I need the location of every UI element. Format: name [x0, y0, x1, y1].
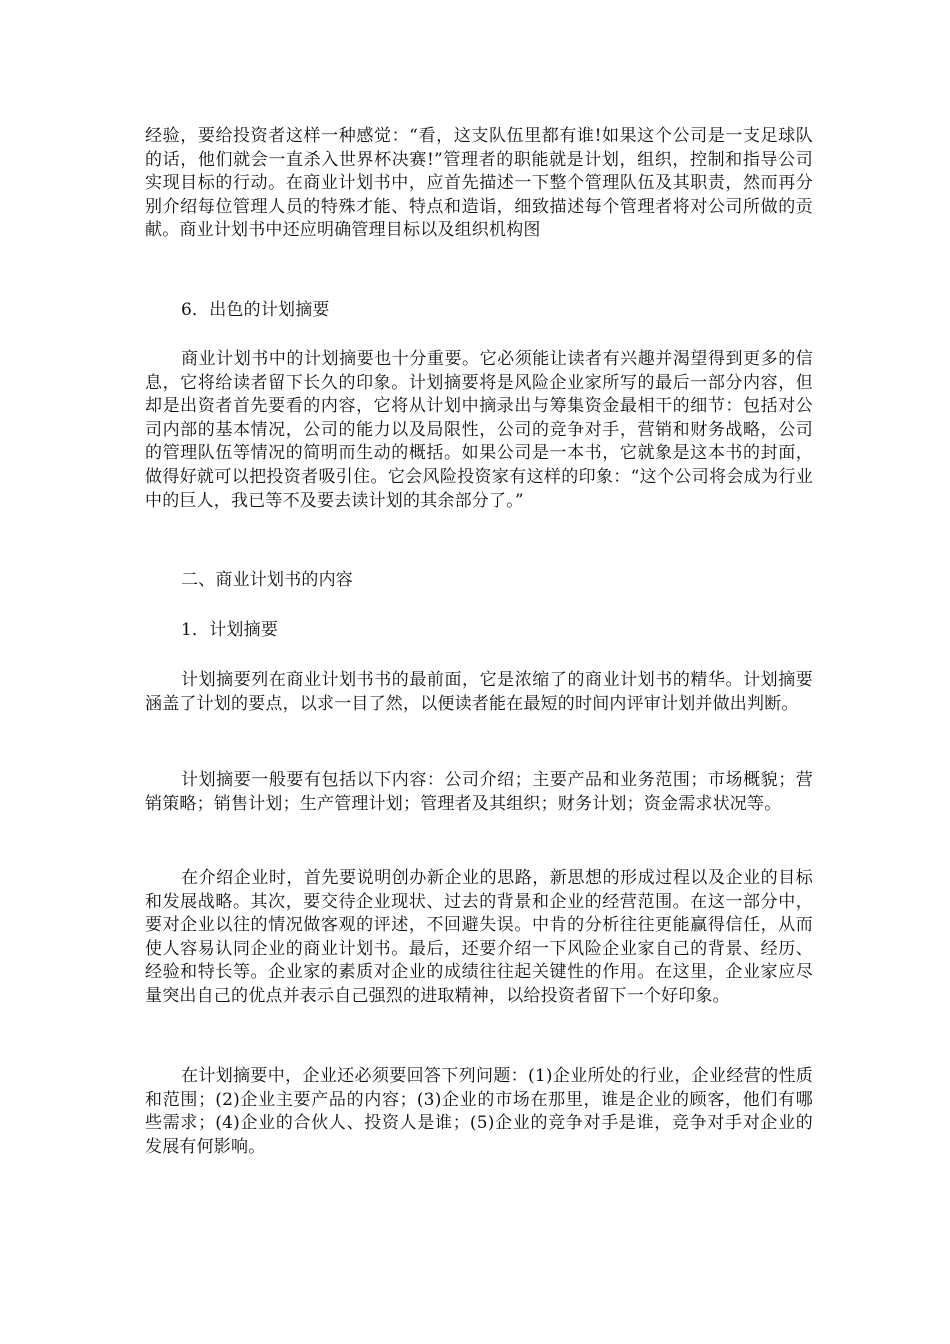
paragraph-plan-summary-items: 计划摘要一般要有包括以下内容：公司介绍；主要产品和业务范围；市场概貌；营销策略；销售计划；生产管理计划；管理者及其组织；财务计划；资金需求状况等。: [145, 770, 813, 814]
heading-plan-summary-excellent: 6．出色的计划摘要: [181, 300, 330, 320]
heading-plan-summary: 1．计划摘要: [181, 620, 279, 640]
paragraph-plan-summary-importance: 商业计划书中的计划摘要也十分重要。它必须能让读者有兴趣并渴望得到更多的信息，它将给读者留下长久的印象。计划摘要将是风险企业家所写的最后一部分内容，但却是出资者首先要看的内容，它将从计划中摘录出与筹集资金最相干的细节：包括对公司内部的基本情况，公司的能力以及局限性，公司的竞争对手，营销和财务战略，公司的管理队伍等情况的简明而生动的概括。如果公司是一本书，它就象是这本书的封面，做得好就可以把投资者吸引住。它会风险投资家有这样的印象：“这个公司将会成为行业中的巨人，我已等不及要去读计划的其余部分了。”: [145, 349, 813, 511]
paragraph-key-questions: 在计划摘要中，企业还必须要回答下列问题：(1)企业所处的行业，企业经营的性质和范围；(2)企业主要产品的内容；(3)企业的市场在那里，谁是企业的顾客，他们有哪些需求；(4)企业的合伙人、投资人是谁；(5)企业的竞争对手是谁，竞争对手对企业的发展有何影响。: [145, 1066, 813, 1157]
heading-business-plan-contents: 二、商业计划书的内容: [181, 570, 353, 590]
paragraph-plan-summary-position: 计划摘要列在商业计划书书的最前面，它是浓缩了的商业计划书的精华。计划摘要涵盖了计划的要点，以求一目了然，以便读者能在最短的时间内评审计划并做出判断。: [145, 670, 813, 714]
paragraph-management-team: 经验，要给投资者这样一种感觉：“看，这支队伍里都有谁!如果这个公司是一支足球队的话，他们就会一直杀入世界杯决赛!”管理者的职能就是计划，组织，控制和指导公司实现目标的行动。在商业计划书中，应首先描述一下整个管理队伍及其职责，然而再分别介绍每位管理人员的特殊才能、特点和造诣，细致描述每个管理者将对公司所做的贡献。商业计划书中还应明确管理目标以及组织机构图: [145, 126, 813, 241]
paragraph-company-introduction: 在介绍企业时，首先要说明创办新企业的思路，新思想的形成过程以及企业的目标和发展战略。其次，要交待企业现状、过去的背景和企业的经营范围。在这一部分中，要对企业以往的情况做客观的评述，不回避失误。中肯的分析往往更能赢得信任，从而使人容易认同企业的商业计划书。最后，还要介绍一下风险企业家自己的背景、经历、经验和特长等。企业家的素质对企业的成绩往往起关键性的作用。在这里，企业家应尽量突出自己的优点并表示自己强烈的进取精神，以给投资者留下一个好印象。: [145, 868, 813, 1006]
